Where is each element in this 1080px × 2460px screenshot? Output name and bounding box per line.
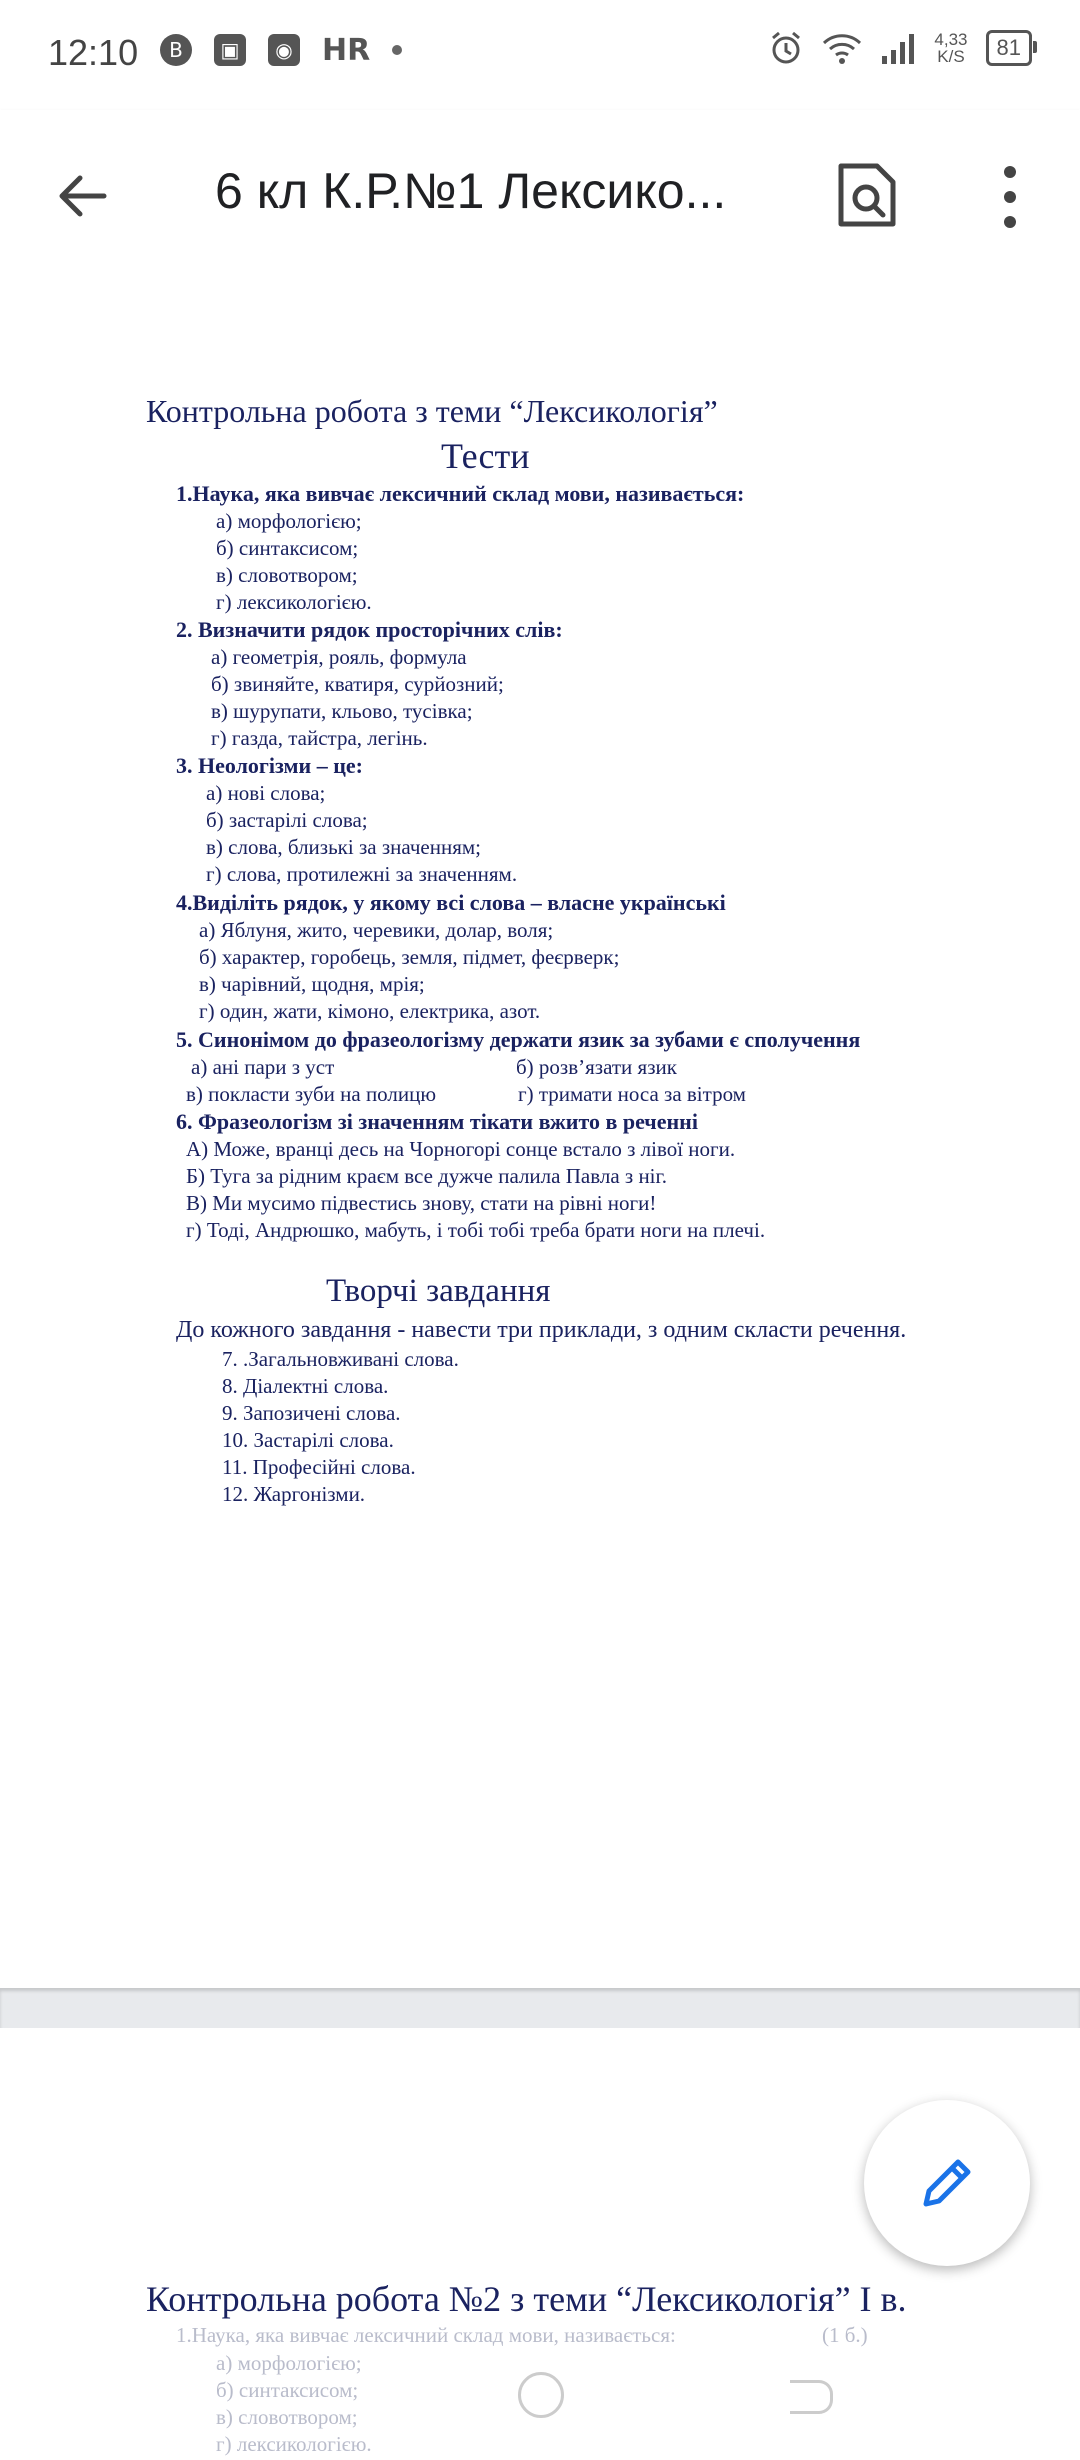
option: а) нові слова; <box>206 781 326 805</box>
option: в) чарівний, щодня, мрія; <box>199 972 425 996</box>
question-3: 3. Неологізми – це: <box>176 753 363 778</box>
option: г) один, жати, кімоно, електрика, азот. <box>199 999 541 1023</box>
alarm-icon <box>768 30 804 66</box>
option: г) лексикологією. <box>216 2432 372 2456</box>
system-icons <box>768 30 1032 66</box>
creative-tasks-intro: До кожного завдання - навести три приклади, з одним скласти речення. <box>176 1317 907 1343</box>
edit-button[interactable] <box>864 2100 1030 2266</box>
option: Б) Туга за рідним краєм все дужче палила Павла з ніг. <box>186 1164 668 1188</box>
option: а) Яблуня, жито, черевики, долар, воля; <box>199 918 554 942</box>
question-5: 5. Синонімом до фразеологізму держати язик за зубами є сполучення <box>176 1027 861 1052</box>
option: а) морфологією; <box>216 509 362 533</box>
question-1: 1.Наука, яка вивчає лексичний склад мови, називається: <box>176 2323 676 2347</box>
question-2: 2. Визначити рядок просторічних слів: <box>176 617 563 642</box>
home-nav-button[interactable] <box>518 2372 564 2418</box>
option: б) розв’язати язик <box>516 1055 677 1079</box>
option: в) шурупати, кльово, тусівка; <box>211 699 473 723</box>
speed-unit: K/S <box>937 47 965 66</box>
option: б) характер, горобець, земля, підмет, феєрверк; <box>199 945 620 969</box>
signal-icon <box>880 32 916 64</box>
page-2-title: Контрольна робота №2 з теми “Лексикологія” І в. <box>146 2279 907 2319</box>
gamepad-icon: ◉ <box>268 34 300 66</box>
status-bar <box>0 0 1080 110</box>
creative-item: 8. Діалектні слова. <box>222 1374 389 1398</box>
hr-icon: HR <box>322 32 371 68</box>
arrow-back-icon[interactable] <box>52 166 112 226</box>
more-notifications-dot-icon <box>392 45 402 55</box>
option: б) синтаксисом; <box>216 2378 359 2402</box>
status-time: 12:10 <box>48 32 139 73</box>
more-vert-icon[interactable] <box>990 162 1030 232</box>
option: г) Тоді, Андрюшко, мабуть, і тобі тобі треба брати ноги на плечі. <box>186 1218 766 1242</box>
option: в) слова, близькі за значенням; <box>206 835 481 859</box>
creative-item: 7. .Загальновживані слова. <box>222 1347 459 1371</box>
option: в) словотвором; <box>216 2405 358 2429</box>
wifi-icon <box>822 31 862 65</box>
document-page-1 <box>0 278 1080 1988</box>
option: А) Може, вранці десь на Чорногорі сонце встало з лівої ноги. <box>186 1137 736 1161</box>
option: а) морфологією; <box>216 2351 362 2375</box>
notification-icons <box>160 34 402 66</box>
tests-heading: Тести <box>441 436 530 476</box>
option: б) звиняйте, кватиря, сурйозний; <box>211 672 504 696</box>
option: г) лексикологією. <box>216 590 372 614</box>
creative-tasks-heading: Творчі завдання <box>326 1273 551 1309</box>
option: в) словотвором; <box>216 563 358 587</box>
page-divider <box>0 1988 1080 2028</box>
page-title: Контрольна робота з теми “Лексикологія” <box>146 393 718 429</box>
option: г) газда, тайстра, легінь. <box>211 726 428 750</box>
option: б) синтаксисом; <box>216 536 359 560</box>
creative-item: 9. Запозичені слова. <box>222 1401 401 1425</box>
creative-item: 12. Жаргонізми. <box>222 1482 366 1506</box>
question-4: 4.Виділіть рядок, у якому всі слова – власне українські <box>176 890 726 915</box>
question-6: 6. Фразеологізм зі значенням тікати вжито в реченні <box>176 1109 698 1134</box>
option: г) тримати носа за вітром <box>518 1082 746 1106</box>
option: в) покласти зуби на полицю <box>186 1082 437 1106</box>
document-title: 6 кл К.Р.№1 Лексико... <box>215 163 727 219</box>
search-document-icon[interactable] <box>835 162 899 228</box>
option: а) геометрія, рояль, формула <box>211 645 467 669</box>
speed-value: 4,33 <box>934 30 968 49</box>
creative-item: 11. Професійні слова. <box>222 1455 416 1479</box>
option: б) застарілі слова; <box>206 808 368 832</box>
network-speed <box>934 31 967 65</box>
option: а) ані пари з уст <box>191 1055 335 1079</box>
option: г) слова, протилежні за значенням. <box>206 862 518 886</box>
photo-icon: ▣ <box>214 34 246 66</box>
creative-item: 10. Застарілі слова. <box>222 1428 394 1452</box>
question-1: 1.Наука, яка вивчає лексичний склад мови, називається: <box>176 481 745 506</box>
back-nav-button[interactable] <box>790 2380 833 2414</box>
option: В) Ми мусимо підвестись знову, стати на рівні ноги! <box>186 1191 657 1215</box>
points: (1 б.) <box>822 2323 868 2347</box>
edit-pencil-icon <box>916 2152 978 2214</box>
b-app-icon: B <box>160 34 192 66</box>
battery-indicator: 81 <box>986 30 1032 66</box>
app-bar <box>0 110 1080 278</box>
